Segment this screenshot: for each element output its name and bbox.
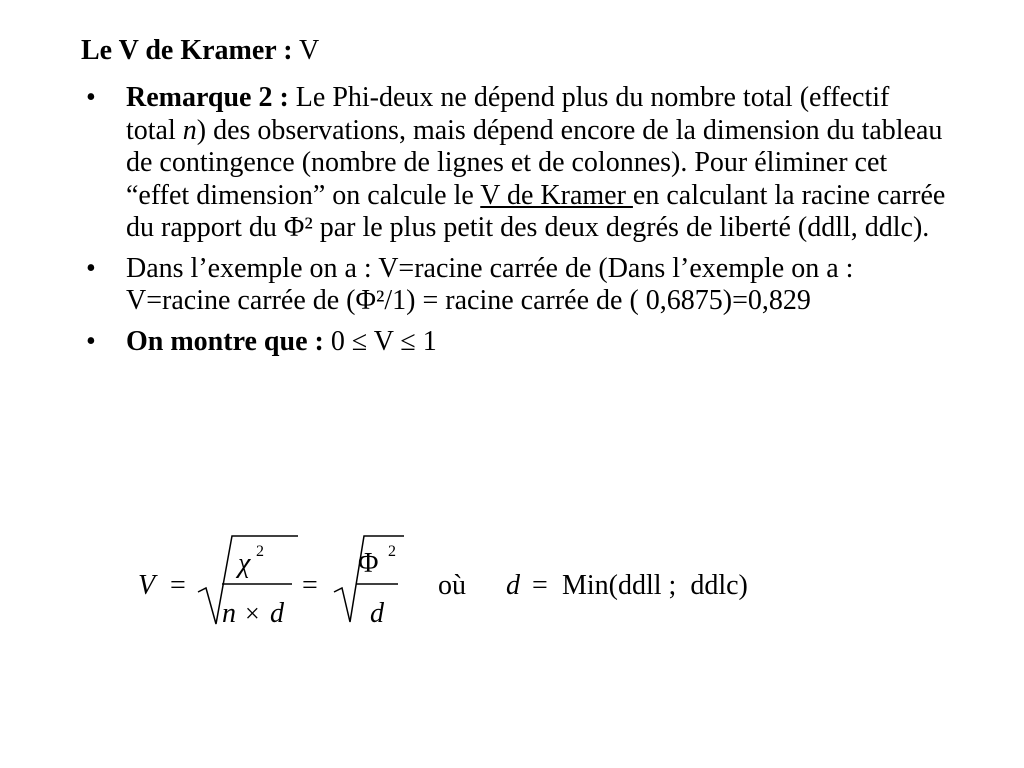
formula-min: Min(ddll ; ddlc) <box>562 570 748 601</box>
on-montre-text: 0 ≤ V ≤ 1 <box>323 325 437 357</box>
formula-times: × <box>245 599 260 628</box>
formula-exp1: 2 <box>256 543 264 560</box>
formula-exp2: 2 <box>388 543 396 560</box>
exemple-text: Dans l’exemple on a : V=racine carrée de (Dans l’exemple on a : V=racine carrée de (Φ²/1) = racine carrée de ( 0,6875)=0,829 <box>126 252 854 316</box>
formula-ou: où <box>438 570 466 601</box>
remarque-text-1: Le Phi-deux ne dépend plus du nombre total (effectif total <box>126 82 890 146</box>
bullet-dot-icon: • <box>86 325 96 357</box>
remarque-text-2: ) des observations, mais dépend encore de la dimension du tableau de contingence (nombre de lignes et de colonnes). Pour éliminer cet “effet dimension” on calcule le <box>126 114 943 211</box>
v-de-kramer-link: V de Kramer <box>480 179 633 211</box>
title-rest: V <box>292 35 320 66</box>
formula-eq3: = <box>532 570 548 601</box>
effectif-n: n <box>182 114 197 146</box>
bullet-on-montre <box>86 326 946 359</box>
bullet-dot-icon: • <box>86 82 96 113</box>
title-bold: Le V de Kramer : <box>81 35 293 66</box>
remarque-label: Remarque 2 : <box>126 82 289 113</box>
formula-d: d <box>506 570 520 601</box>
formula-eq1: = <box>170 570 186 601</box>
slide-title <box>81 34 319 68</box>
bullet-list <box>86 82 946 358</box>
bullet-dot-icon: • <box>86 252 96 284</box>
formula-eq2: = <box>302 570 318 601</box>
formula-den-d1: d <box>270 598 284 629</box>
formula-v: V <box>138 570 156 601</box>
on-montre-label: On montre que : <box>126 325 324 357</box>
remarque-text-3: en calculant la racine carrée du rapport du Φ² par le plus petit des deux degrés de liberté (ddll, ddlc). <box>126 179 946 243</box>
bullet-remarque <box>86 82 946 245</box>
bullet-exemple <box>86 253 946 318</box>
formula-svg <box>130 530 810 640</box>
formula-den-n: n <box>222 598 236 629</box>
kramer-formula <box>130 530 810 645</box>
formula-den-d2: d <box>370 598 384 629</box>
formula-phi: Φ <box>358 548 379 579</box>
formula-chi: χ <box>238 548 251 579</box>
